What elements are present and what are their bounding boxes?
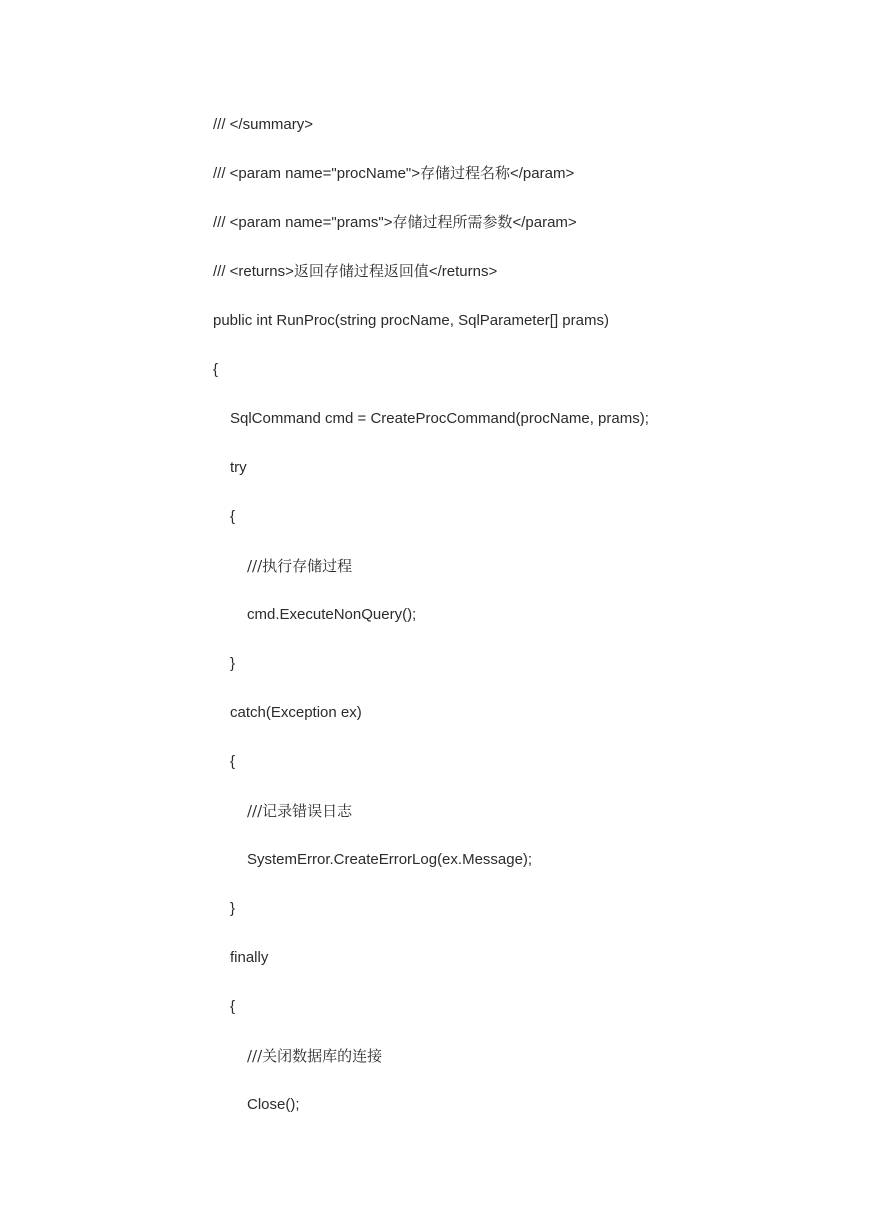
code-line: SqlCommand cmd = CreateProcCommand(procName, prams); xyxy=(230,410,649,427)
code-line: try xyxy=(230,459,247,476)
code-line: { xyxy=(230,998,236,1015)
code-line: } xyxy=(230,655,236,672)
code-comment: ///执行存储过程 xyxy=(247,557,353,575)
code-line: { xyxy=(230,508,236,525)
code-comment: ///记录错误日志 xyxy=(247,802,353,820)
code-listing xyxy=(213,113,833,1142)
code-line: /// <param name="prams">存储过程所需参数</param> xyxy=(213,214,577,231)
code-line: cmd.ExecuteNonQuery(); xyxy=(247,606,417,623)
code-line: { xyxy=(230,753,236,770)
code-line: /// <param name="procName">存储过程名称</param> xyxy=(213,165,575,182)
code-line: /// </summary> xyxy=(213,116,314,133)
code-line: } xyxy=(230,900,236,917)
code-line: public int RunProc(string procName, SqlParameter[] prams) xyxy=(213,312,609,329)
code-line: catch(Exception ex) xyxy=(230,704,362,721)
code-line: /// <returns>返回存储过程返回值</returns> xyxy=(213,263,498,280)
code-comment: ///关闭数据库的连接 xyxy=(247,1047,383,1065)
code-line: { xyxy=(213,361,219,378)
code-line: SystemError.CreateErrorLog(ex.Message); xyxy=(247,851,533,868)
code-line: finally xyxy=(230,949,269,966)
code-line: Close(); xyxy=(247,1096,300,1113)
